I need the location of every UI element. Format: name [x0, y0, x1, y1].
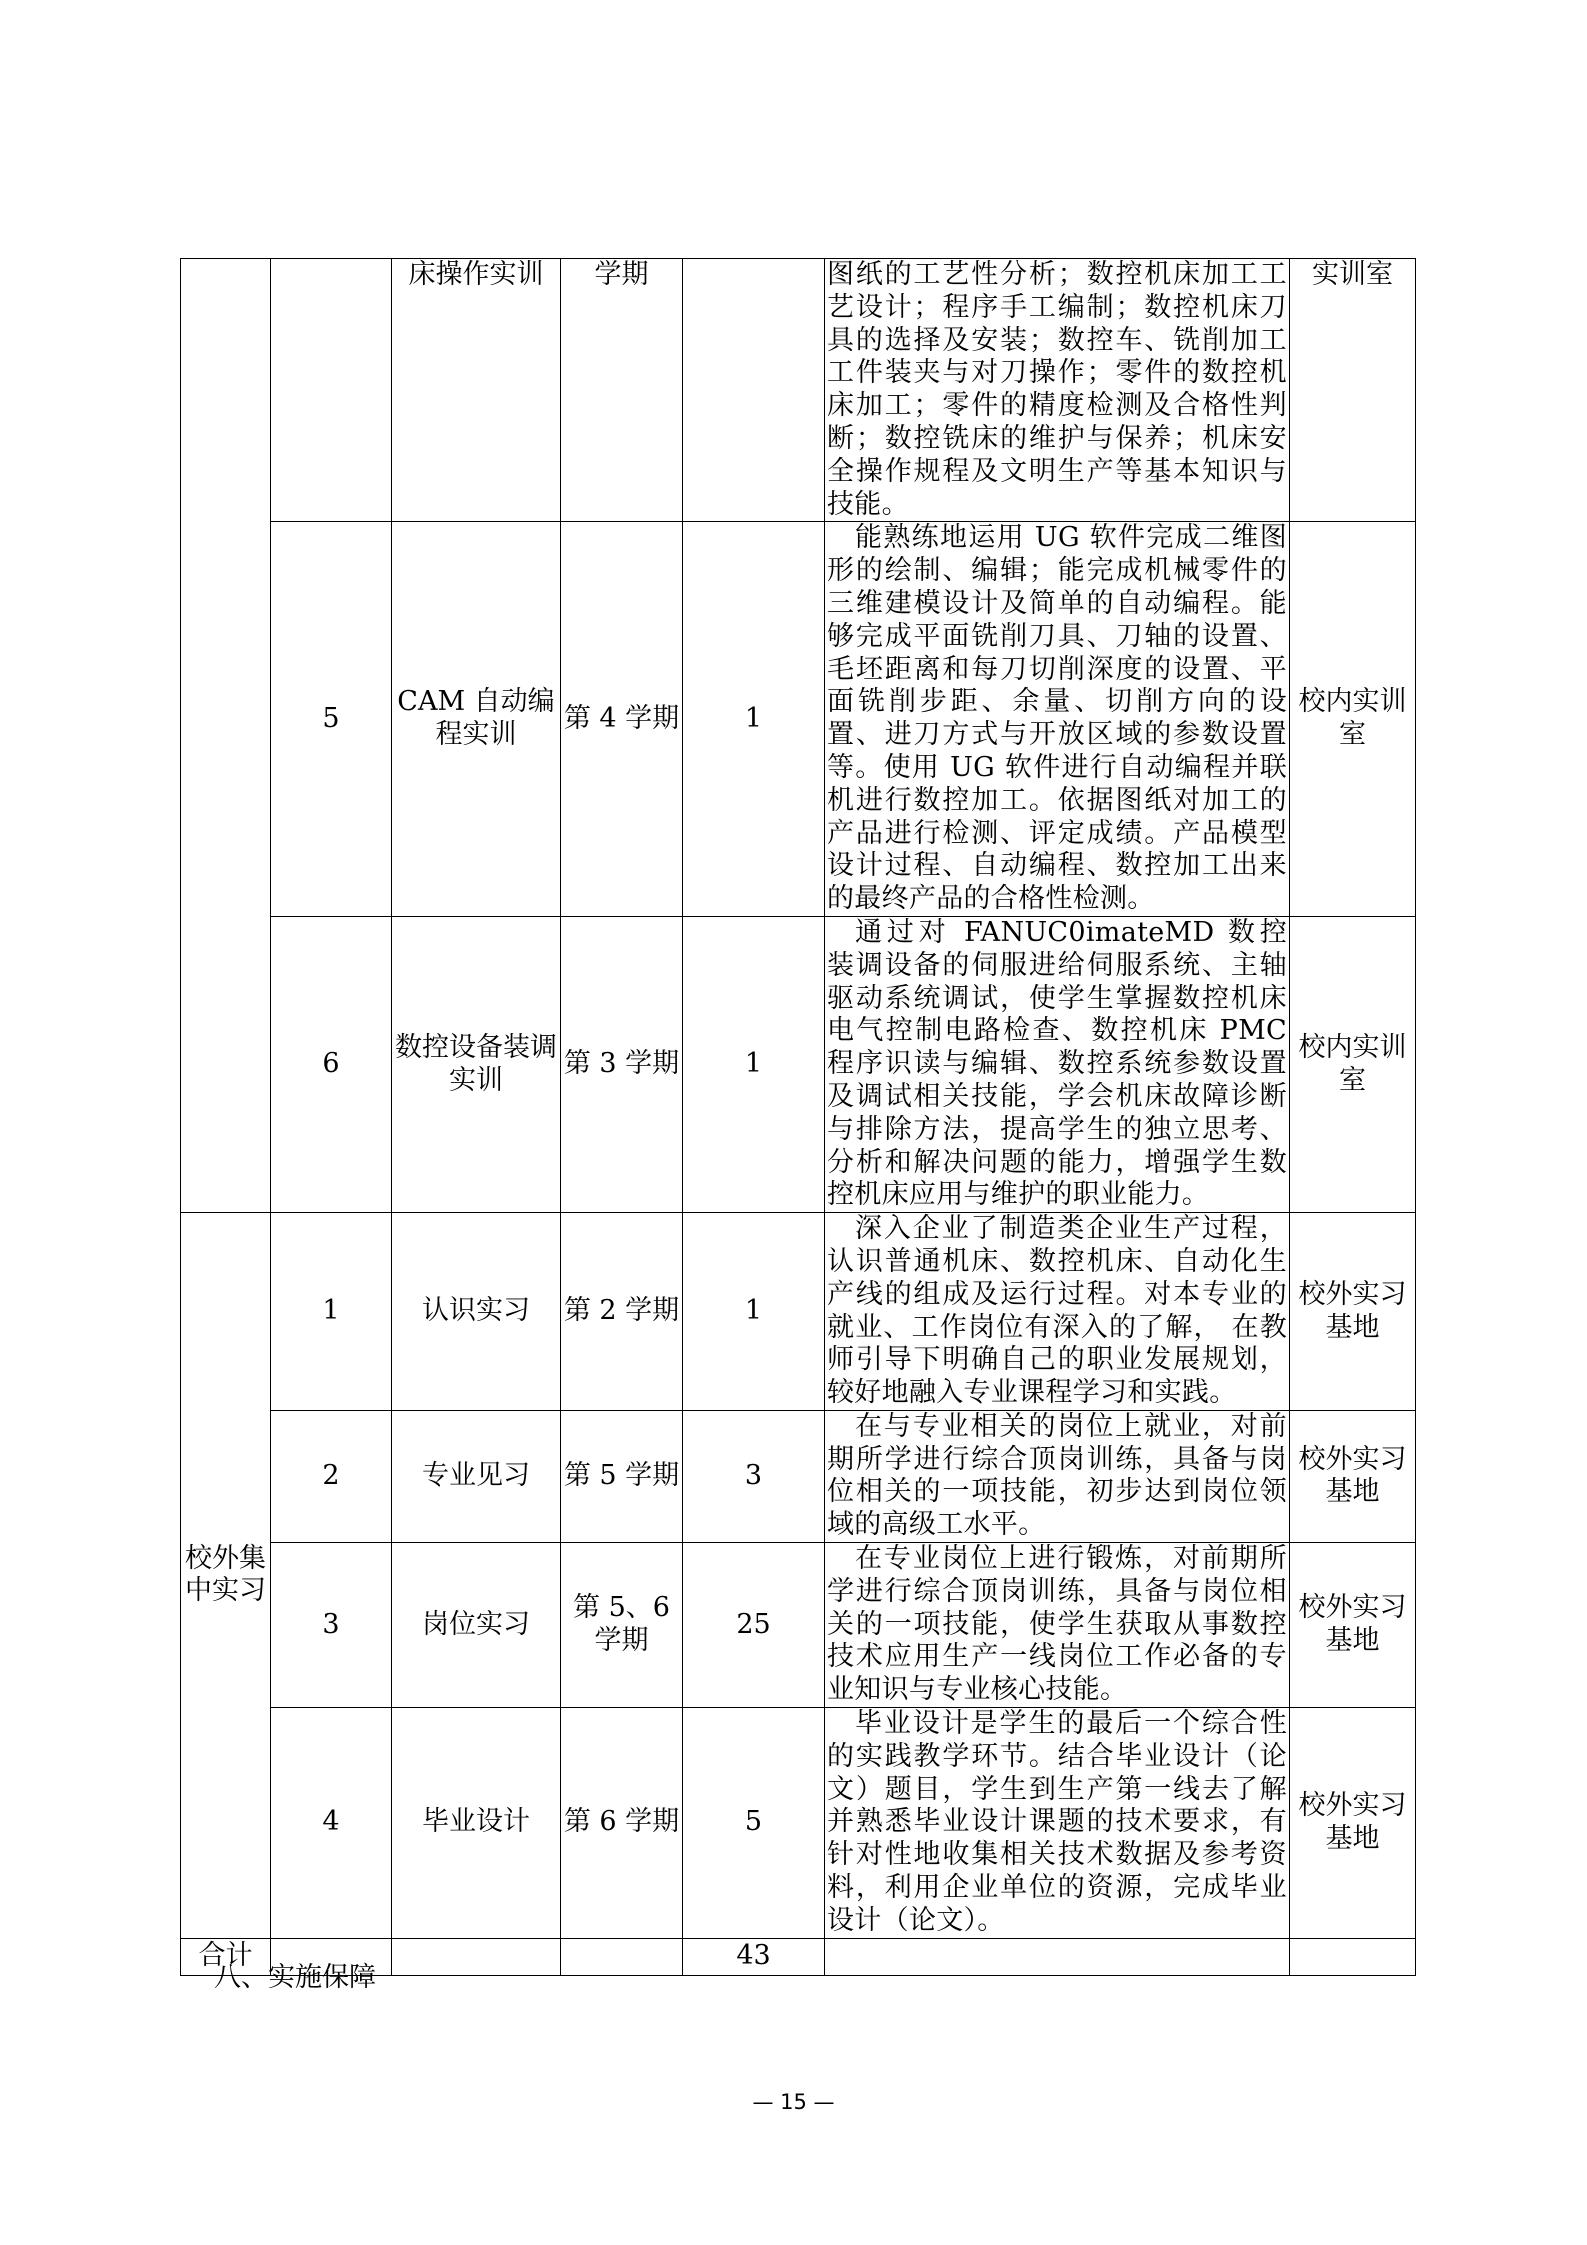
- term-cell: 第 5、6 学期: [561, 1543, 683, 1708]
- location-cell: 校内实训室: [1290, 916, 1416, 1212]
- table-row: [181, 1708, 1416, 1939]
- course-name-cell: 岗位实习: [392, 1543, 561, 1708]
- table-row: [181, 916, 1416, 1212]
- description-cell: 在与专业相关的岗位上就业，对前期所学进行综合顶岗训练，具备与岗位相关的一项技能，初步达到岗位领域的高级工水平。: [825, 1410, 1290, 1542]
- description-cell: 深入企业了制造类企业生产过程，认识普通机床、数控机床、自动化生产线的组成及运行过程。对本专业的就业、工作岗位有深入的了解， 在教师引导下明确自己的职业发展规划，较好地融入专业课程学习和实践。: [825, 1213, 1290, 1411]
- table-row: [181, 1543, 1416, 1708]
- description-cell: 图纸的工艺性分析；数控机床加工工艺设计；程序手工编制；数控机床刀具的选择及安装；数控车、铣削加工工件装夹与对刀操作；零件的数控机床加工；零件的精度检测及合格性判断；数控铣床的维护与保养；机床安全操作规程及文明生产等基本知识与技能。: [825, 259, 1290, 522]
- course-name-cell: 数控设备装调实训: [392, 916, 561, 1212]
- course-name-cell: 认识实习: [392, 1213, 561, 1411]
- location-cell: 校外实习基地: [1290, 1543, 1416, 1708]
- table-row: [181, 1410, 1416, 1542]
- location-cell: 校内实训室: [1290, 522, 1416, 917]
- course-name-cell: 专业见习: [392, 1410, 561, 1542]
- description-cell: 通过对 FANUC0imateMD 数控装调设备的伺服进给伺服系统、主轴驱动系统调试，使学生掌握数控机床电气控制电路检查、数控机床 PMC 程序识读与编辑、数控系统参数设置及调试相关技能，学会机床故障诊断与排除方法，提高学生的独立思考、分析和解决问题的能力，增强学生数控机床应用与维护的职业能力。: [825, 916, 1290, 1212]
- weeks-cell: 1: [683, 916, 825, 1212]
- number-cell: 1: [271, 1213, 392, 1411]
- weeks-cell: 3: [683, 1410, 825, 1542]
- weeks-cell: 1: [683, 1213, 825, 1411]
- practice-schedule-table: [180, 258, 1416, 1976]
- empty-cell: [392, 1938, 561, 1975]
- number-cell: 5: [271, 522, 392, 917]
- description-cell: 毕业设计是学生的最后一个综合性的实践教学环节。结合毕业设计（论文）题目，学生到生产第一线去了解并熟悉毕业设计课题的技术要求，有针对性地收集相关技术数据及参考资料，利用企业单位的资源，完成毕业设计（论文）。: [825, 1708, 1290, 1939]
- empty-cell: [561, 1938, 683, 1975]
- page-number: — 15 —: [752, 2090, 835, 2114]
- number-cell: 3: [271, 1543, 392, 1708]
- table-row: [181, 259, 1416, 522]
- term-cell: 第 6 学期: [561, 1708, 683, 1939]
- term-cell: 学期: [561, 259, 683, 522]
- term-cell: 第 3 学期: [561, 916, 683, 1212]
- description-cell: 能熟练地运用 UG 软件完成二维图形的绘制、编辑；能完成机械零件的三维建模设计及简单的自动编程。能够完成平面铣削刀具、刀轴的设置、毛坯距离和每刀切削深度的设置、平面铣削步距、余量、切削方向的设置、进刀方式与开放区域的参数设置等。使用 UG 软件进行自动编程并联机进行数控加工。依据图纸对加工的产品进行检测、评定成绩。产品模型设计过程、自动编程、数控加工出来的最终产品的合格性检测。: [825, 522, 1290, 917]
- term-cell: 第 5 学期: [561, 1410, 683, 1542]
- course-name-cell: 毕业设计: [392, 1708, 561, 1939]
- weeks-cell: 1: [683, 522, 825, 917]
- weeks-cell: 5: [683, 1708, 825, 1939]
- number-cell: 6: [271, 916, 392, 1212]
- table-row: [181, 1213, 1416, 1411]
- course-name-cell: CAM 自动编程实训: [392, 522, 561, 917]
- term-cell: 第 2 学期: [561, 1213, 683, 1411]
- number-cell: 4: [271, 1708, 392, 1939]
- course-name-cell: 床操作实训: [392, 259, 561, 522]
- location-cell: 校外实习基地: [1290, 1410, 1416, 1542]
- total-label-cell: 合计: [181, 1938, 271, 1975]
- number-cell: [271, 259, 392, 522]
- table-row: [181, 522, 1416, 917]
- weeks-cell: 25: [683, 1543, 825, 1708]
- number-cell: 2: [271, 1410, 392, 1542]
- location-cell: 校外实习基地: [1290, 1213, 1416, 1411]
- weeks-cell: [683, 259, 825, 522]
- empty-cell: [1290, 1938, 1416, 1975]
- location-cell: 校外实习基地: [1290, 1708, 1416, 1939]
- empty-cell: [825, 1938, 1290, 1975]
- description-cell: 在专业岗位上进行锻炼，对前期所学进行综合顶岗训练，具备与岗位相关的一项技能，使学生获取从事数控技术应用生产一线岗位工作必备的专业知识与专业核心技能。: [825, 1543, 1290, 1708]
- section-heading: 八、实施保障: [214, 1962, 376, 1993]
- location-cell: 实训室: [1290, 259, 1416, 522]
- term-cell: 第 4 学期: [561, 522, 683, 917]
- category-cell: [181, 259, 271, 1213]
- category-cell: 校外集中实习: [181, 1213, 271, 1939]
- total-weeks-cell: 43: [683, 1938, 825, 1975]
